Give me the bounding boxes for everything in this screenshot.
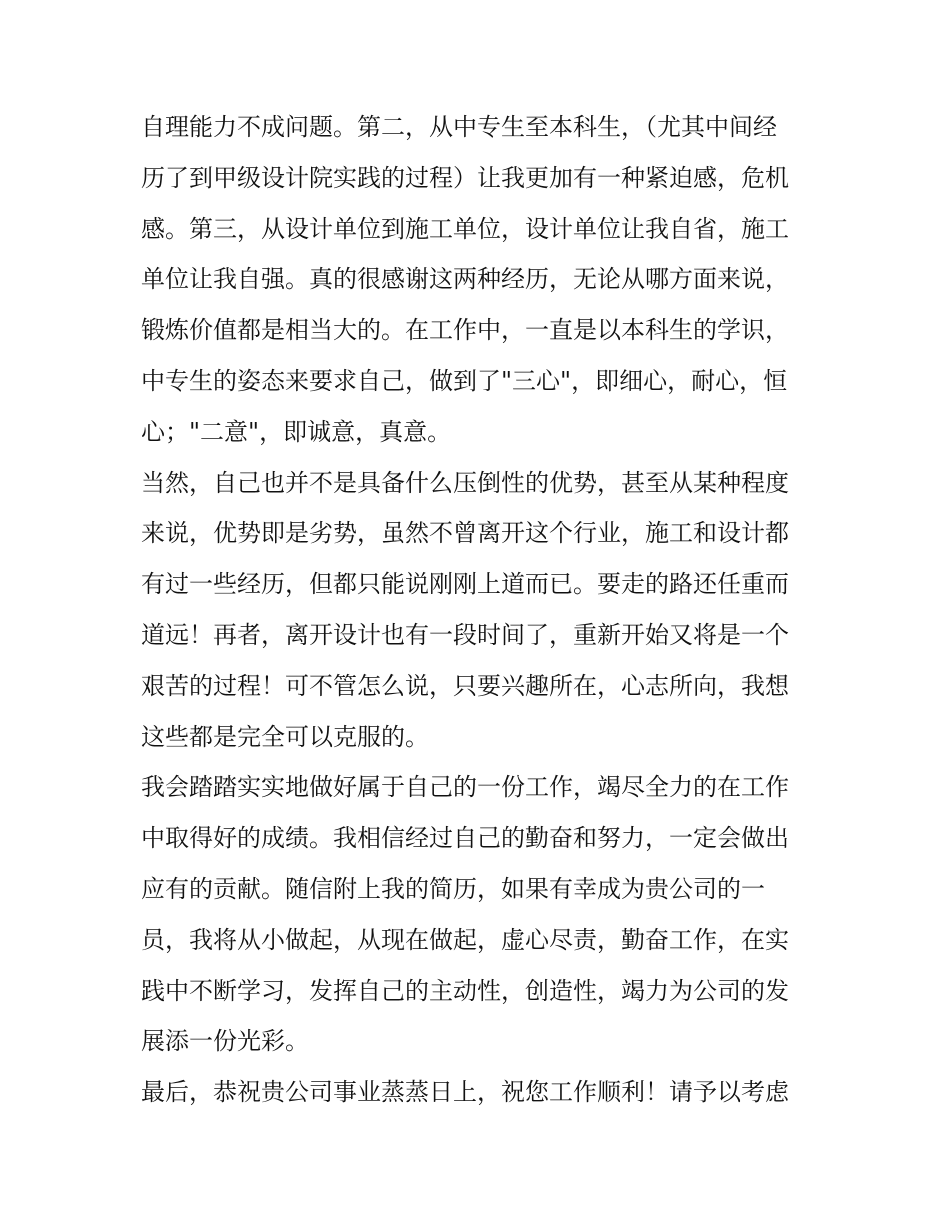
text-line: 单位让我自强。真的很感谢这两种经历，无论从哪方面来说， (141, 265, 789, 294)
text-line: 有过一些经历，但都只能说刚刚上道而已。要走的路还任重而 (141, 570, 789, 599)
text-line: 展添一份光彩。 (141, 1027, 309, 1056)
document-body (141, 102, 813, 1118)
text-line: 当然，自己也并不是具备什么压倒性的优势，甚至从某种程度 (141, 468, 789, 497)
text-line: 自理能力不成问题。第二，从中专生至本科生，（尤其中间经 (141, 113, 777, 141)
text-line: 这些都是完全可以克服的。 (141, 722, 429, 751)
text-line: 应有的贡献。随信附上我的简历，如果有幸成为贵公司的一 (141, 874, 765, 903)
text-line: 心；"二意"，即诚意，真意。 (141, 417, 452, 446)
text-line: 我会踏踏实实地做好属于自己的一份工作，竭尽全力的在工作 (141, 773, 789, 802)
text-line: 最后，恭祝贵公司事业蒸蒸日上，祝您工作顺利！请予以考虑 (141, 1078, 789, 1107)
text-line: 践中不断学习，发挥自己的主动性，创造性，竭力为公司的发 (141, 976, 789, 1005)
text-line: 道远！再者，离开设计也有一段时间了，重新开始又将是一个 (141, 620, 789, 649)
text-line: 锻炼价值都是相当大的。在工作中，一直是以本科生的学识， (141, 316, 789, 345)
text-line: 感。第三，从设计单位到施工单位，设计单位让我自省，施工 (141, 214, 789, 243)
text-line: 员，我将从小做起，从现在做起，虚心尽责，勤奋工作，在实 (141, 925, 789, 954)
text-line: 中取得好的成绩。我相信经过自己的勤奋和努力，一定会做出 (141, 824, 789, 853)
text-line: 来说，优势即是劣势，虽然不曾离开这个行业，施工和设计都 (141, 519, 789, 548)
text-line: 中专生的姿态来要求自己，做到了"三心"，即细心，耐心，恒 (141, 366, 788, 395)
text-line: 历了到甲级设计院实践的过程）让我更加有一种紧迫感，危机 (141, 163, 789, 192)
text-line: 艰苦的过程！可不管怎么说，只要兴趣所在，心志所向，我想 (141, 671, 789, 700)
